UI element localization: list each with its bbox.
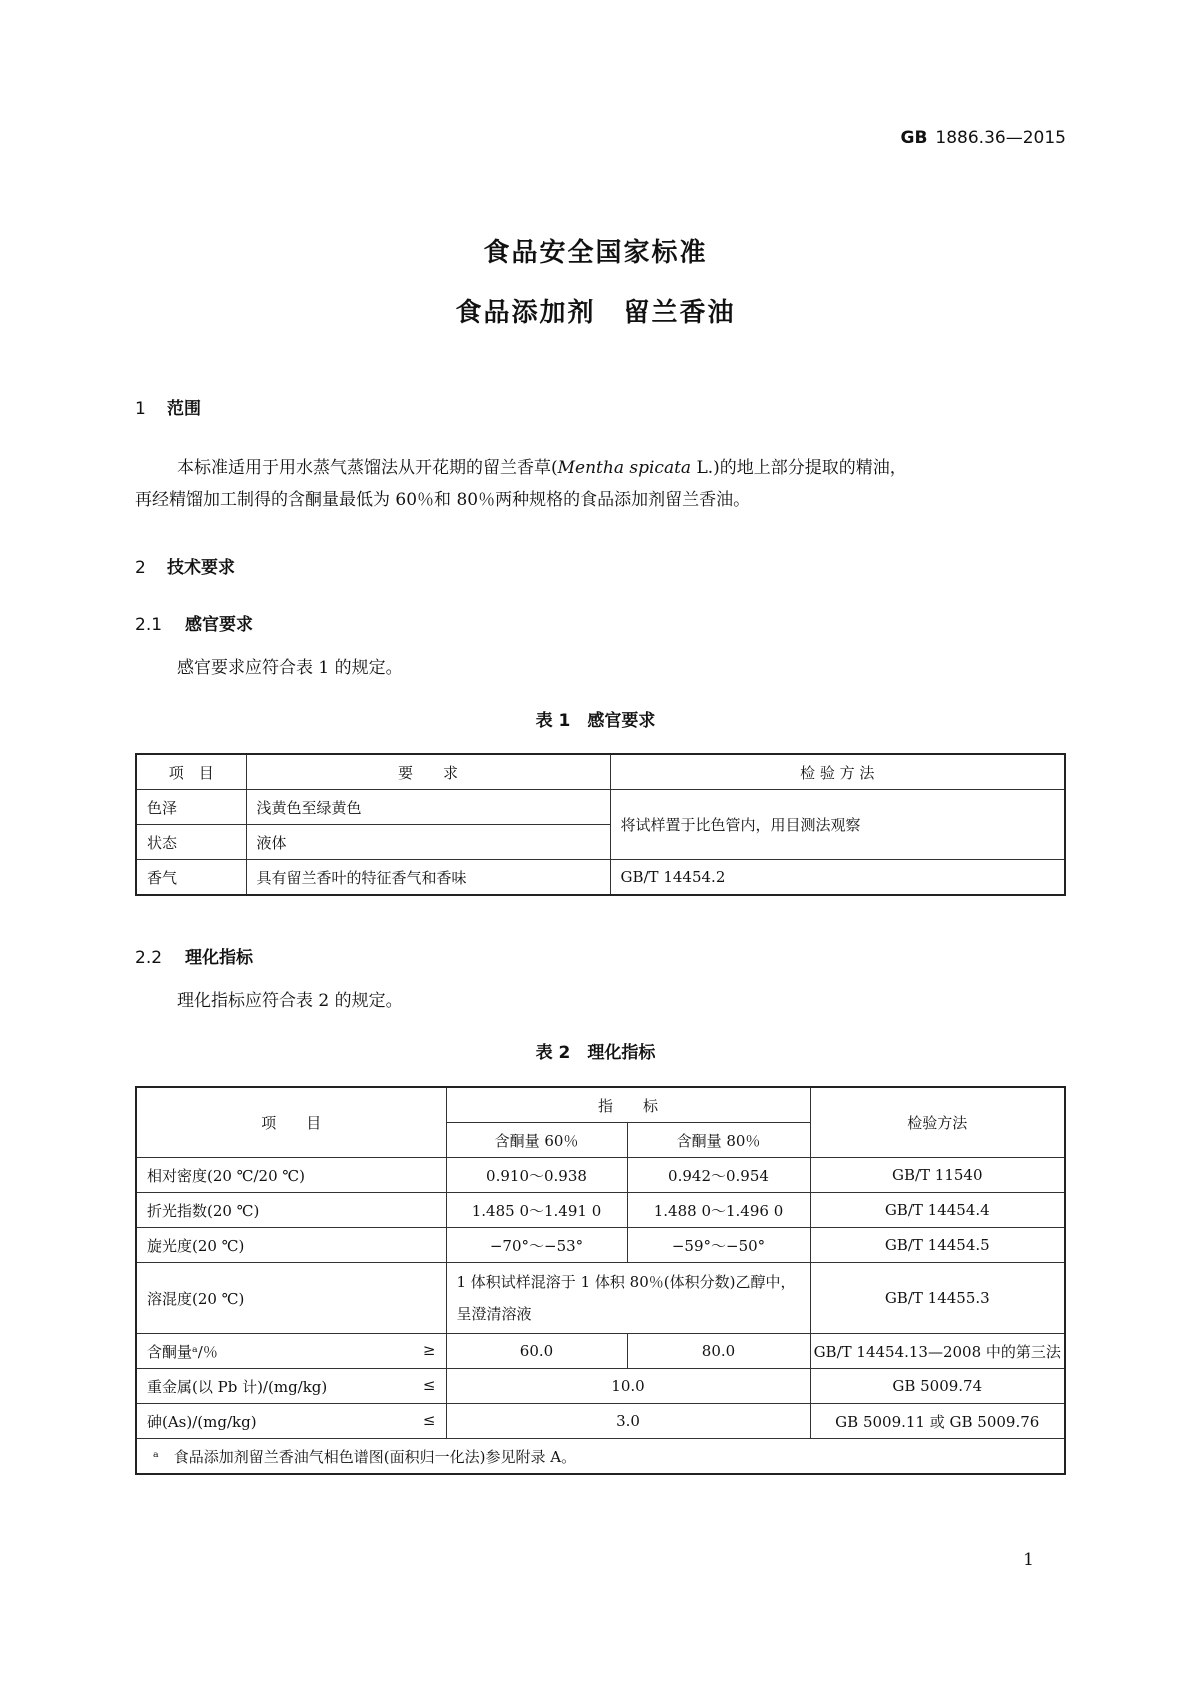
section-2-1-heading: 2.1 感官要求 [135, 615, 253, 635]
s22-text: 理化指标应符合表 2 的规定。 [177, 991, 403, 1011]
th: 含酮量 60％ [446, 1123, 627, 1158]
table-row: 状态 液体 [136, 825, 1065, 860]
table-footnote: ᵃ 食品添加剂留兰香油气相色谱图(面积归一化法)参见附录 A。 [136, 1439, 1065, 1475]
title-line1: 食品安全国家标准 [483, 238, 708, 268]
th: 指 标 [446, 1087, 810, 1123]
section-1-heading: 1 范围 [135, 399, 201, 419]
table-row: 折光指数(20 ℃) 1.485 0～1.491 0 1.488 0～1.496 0 GB/T 14454.4 [136, 1193, 1065, 1228]
title-line2: 食品添加剂 留兰香油 [455, 298, 736, 328]
table-row: ≤ 砷(As)/(mg/kg) 3.0 GB 5009.11 或 GB 5009.76 [136, 1404, 1065, 1439]
th: 含酮量 80％ [627, 1123, 810, 1158]
th: 检验方法 [810, 1087, 1065, 1158]
table-row: 溶混度(20 ℃) 1 体积试样混溶于 1 体积 80％(体积分数)乙醇中，呈澄清溶液 GB/T 14455.3 [136, 1263, 1065, 1334]
standard-code: GB 1886.36—2015 [900, 128, 1066, 148]
table-physchem [135, 1086, 1066, 1475]
table-sensory [135, 753, 1066, 896]
table-row: 相对密度(20 ℃/20 ℃) 0.910～0.938 0.942～0.954 GB/T 11540 [136, 1158, 1065, 1193]
section-2-2-heading: 2.2 理化指标 [135, 948, 253, 968]
th: 要 求 [246, 754, 610, 790]
th: 检 验 方 法 [610, 754, 1065, 790]
s21-text: 感官要求应符合表 1 的规定。 [177, 658, 403, 678]
table-row: ≤ 重金属(以 Pb 计)/(mg/kg) 10.0 GB 5009.74 [136, 1369, 1065, 1404]
table-row: 旋光度(20 ℃) −70°～−53° −59°～−50° GB/T 14454.5 [136, 1228, 1065, 1263]
section-2-heading: 2 技术要求 [135, 558, 235, 578]
table-row: ≥ 含酮量ᵃ/％ 60.0 80.0 GB/T 14454.13—2008 中的第三法 [136, 1334, 1065, 1369]
th: 项 目 [136, 1087, 446, 1158]
table1-caption: 表 1 感官要求 [535, 711, 656, 731]
th: 项 目 [136, 754, 246, 790]
table-row: 色泽 浅黄色至绿黄色 将试样置于比色管内，用目测法观察 [136, 790, 1065, 825]
scope-paragraph: 本标准适用于用水蒸气蒸馏法从开花期的留兰香草(Mentha spicata L.)的地上部分提取的精油， 再经精馏加工制得的含酮量最低为 60％和 80％两种规格的食品添加剂留兰香油。 [135, 458, 907, 510]
page-number: 1 [1023, 1550, 1034, 1570]
table2-caption: 表 2 理化指标 [535, 1043, 656, 1063]
table-row: 香气 具有留兰香叶的特征香气和香味 GB/T 14454.2 [136, 860, 1065, 896]
